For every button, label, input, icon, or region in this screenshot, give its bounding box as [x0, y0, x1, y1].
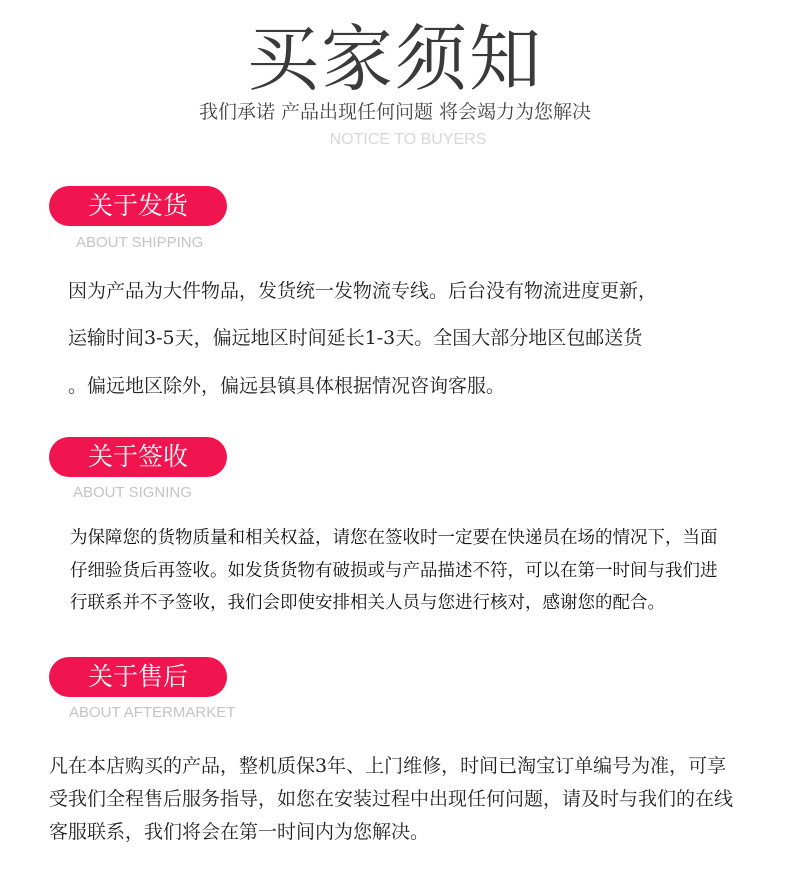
page-title: 买家须知: [246, 17, 543, 101]
signing-text-line: 仔细验货后再签收。如发货货物有破损或与产品描述不符，可以在第一时间与我们进: [70, 561, 718, 581]
aftersales-badge: 关于售后: [49, 657, 227, 697]
shipping-text-line: 运输时间3-5天，偏远地区时间延长1-3天。全国大部分地区包邮送货: [68, 327, 643, 349]
aftersales-text-line: 受我们全程售后服务指导，如您在安装过程中出现任何问题，请及时与我们的在线: [49, 788, 734, 810]
page-subtitle: 我们承诺 产品出现任何问题 将会竭力为您解决: [198, 101, 592, 123]
signing-text-line: 行联系并不予签收，我们会即使安排相关人员与您进行核对，感谢您的配合。: [70, 593, 665, 613]
aftersales-text-line: 凡在本店购买的产品，整机质保3年、上门维修，时间已淘宝订单编号为准，可享: [49, 755, 727, 777]
shipping-badge: 关于发货: [49, 186, 227, 226]
signing-badge-en: ABOUT SIGNING: [73, 484, 192, 501]
signing-text-line: 为保障您的货物质量和相关权益，请您在签收时一定要在快递员在场的情况下，当面: [70, 528, 718, 548]
aftersales-text-line: 客服联系，我们将会在第一时间内为您解决。: [49, 821, 430, 843]
shipping-text-line: 因为产品为大件物品，发货统一发物流专线。后台没有物流进度更新，: [68, 280, 658, 302]
shipping-badge-en: ABOUT SHIPPING: [76, 234, 204, 251]
signing-badge: 关于签收: [49, 437, 227, 477]
shipping-text-line: 。偏远地区除外，偏远县镇具体根据情况咨询客服。: [68, 375, 506, 397]
aftersales-badge-en: ABOUT AFTERMARKET: [69, 704, 236, 721]
page-subtitle-en: NOTICE TO BUYERS: [329, 131, 487, 148]
